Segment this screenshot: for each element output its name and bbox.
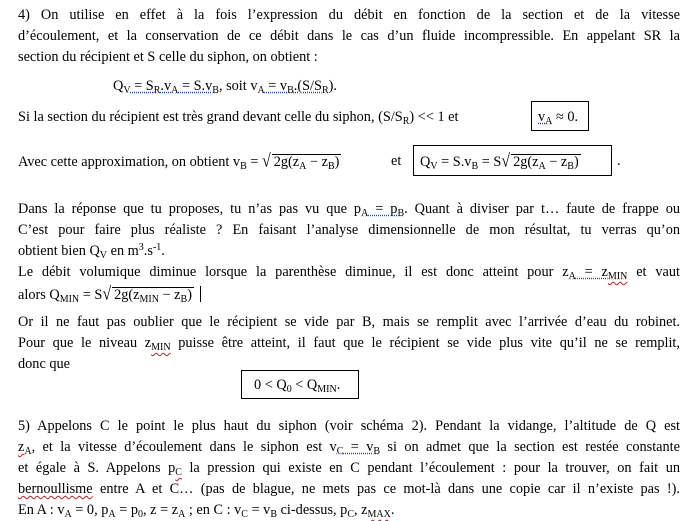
para3-line-2: alors $Q_{MIN} = S√$ $2g(z_{MIN} - z_B)$ <box>18 285 201 305</box>
sqrt-symbol: √ <box>102 284 112 305</box>
text-cursor <box>200 286 201 302</box>
sqrt-symbol: √ <box>501 151 511 172</box>
sec4-line-1: 4) On utilise en effet à la fois l’expression du débit en fonction de la section et de la vitesse <box>18 7 680 23</box>
velocity-line: Avec cette approximation, on obtient $v_B$ = √ $2g(z_A - z_B)$ <box>18 151 340 172</box>
para4-line-3: donc que <box>18 356 71 372</box>
approximation-line: Si la section du récipient est très grand devant celle du siphon, $(S/S_R) << 1$ et <box>18 109 459 127</box>
para2-line-1: Dans la réponse que tu proposes, tu n’as pas vu que $p_A = p_B$. Quant à diviser par t… faute de frappe ou <box>18 201 680 219</box>
boxed-inequality: $0 < Q_0 < Q_{MIN}$. <box>241 370 359 399</box>
para2-line-3: obtient bien $Q_V$ en $m^3.s^{-1}$. <box>18 242 165 261</box>
para3-line-1: Le débit volumique diminue lorsque la parenthèse diminue, il est donc atteint pour $z_A = z_{MIN}$ et vaut <box>18 264 680 282</box>
trailing-dot: . <box>617 153 621 169</box>
et-word: et <box>391 153 402 169</box>
sec5-line-2: $z_A$, et la vitesse d’écoulement dans le siphon est $v_C = v_B$ si on admet que la section est restée constante <box>18 439 680 457</box>
sec5-line-5: En A : $v_A = 0$, $p_A = p_0$, $z = z_A$ ; en C : $v_C = v_B$ ci-dessus, $p_C$, $z_{MAX}$. <box>18 502 395 520</box>
sec5-line-3: et égale à S. Appelons $p_C$ la pression qui existe en C pendant l’écoulement : pour la trouver, on fait un <box>18 460 680 478</box>
boxed-va-approx: $v_A \approx 0$. <box>531 101 589 131</box>
para4-line-2: Pour que le niveau $z_{MIN}$ puisse être atteint, il faut que le récipient se vide plus vite qu’il ne se remplit, <box>18 335 680 353</box>
sec5-line-4: bernoullisme entre A et C… (pas de blague, ne mets pas ce mot-là dans une copie car il n’existe pas !). <box>18 481 680 497</box>
para4-line-1: Or il ne faut pas oublier que le récipient se vide par B, mais se remplit avec l’arrivée d’eau du robinet. <box>18 314 680 330</box>
para2-line-2: C’est pour faire plus réaliste ? En faisant l’analyse dimensionnelle de mon résultat, tu verras qu’on <box>18 222 680 238</box>
sqrt-symbol: √ <box>261 151 271 172</box>
sec4-line-2: d’écoulement, et la conservation de ce débit dans le cas d’un fluide incompressible. En appelant SR la <box>18 28 680 44</box>
sec4-line-3: section du récipient et S celle du siphon, on obtient : <box>18 49 318 65</box>
equation-flow-conservation: $Q_V = S_R.v_A = S.v_B$, soit $v_A = v_B.(S/S_R)$. <box>113 78 337 96</box>
boxed-flow-formula: $Q_V = S.v_B = S√$ $2g(z_A - z_B)$ <box>413 145 612 176</box>
sec5-line-1: 5) Appelons C le point le plus haut du siphon (voir schéma 2). Pendant la vidange, l’altitude de Q est <box>18 418 680 434</box>
